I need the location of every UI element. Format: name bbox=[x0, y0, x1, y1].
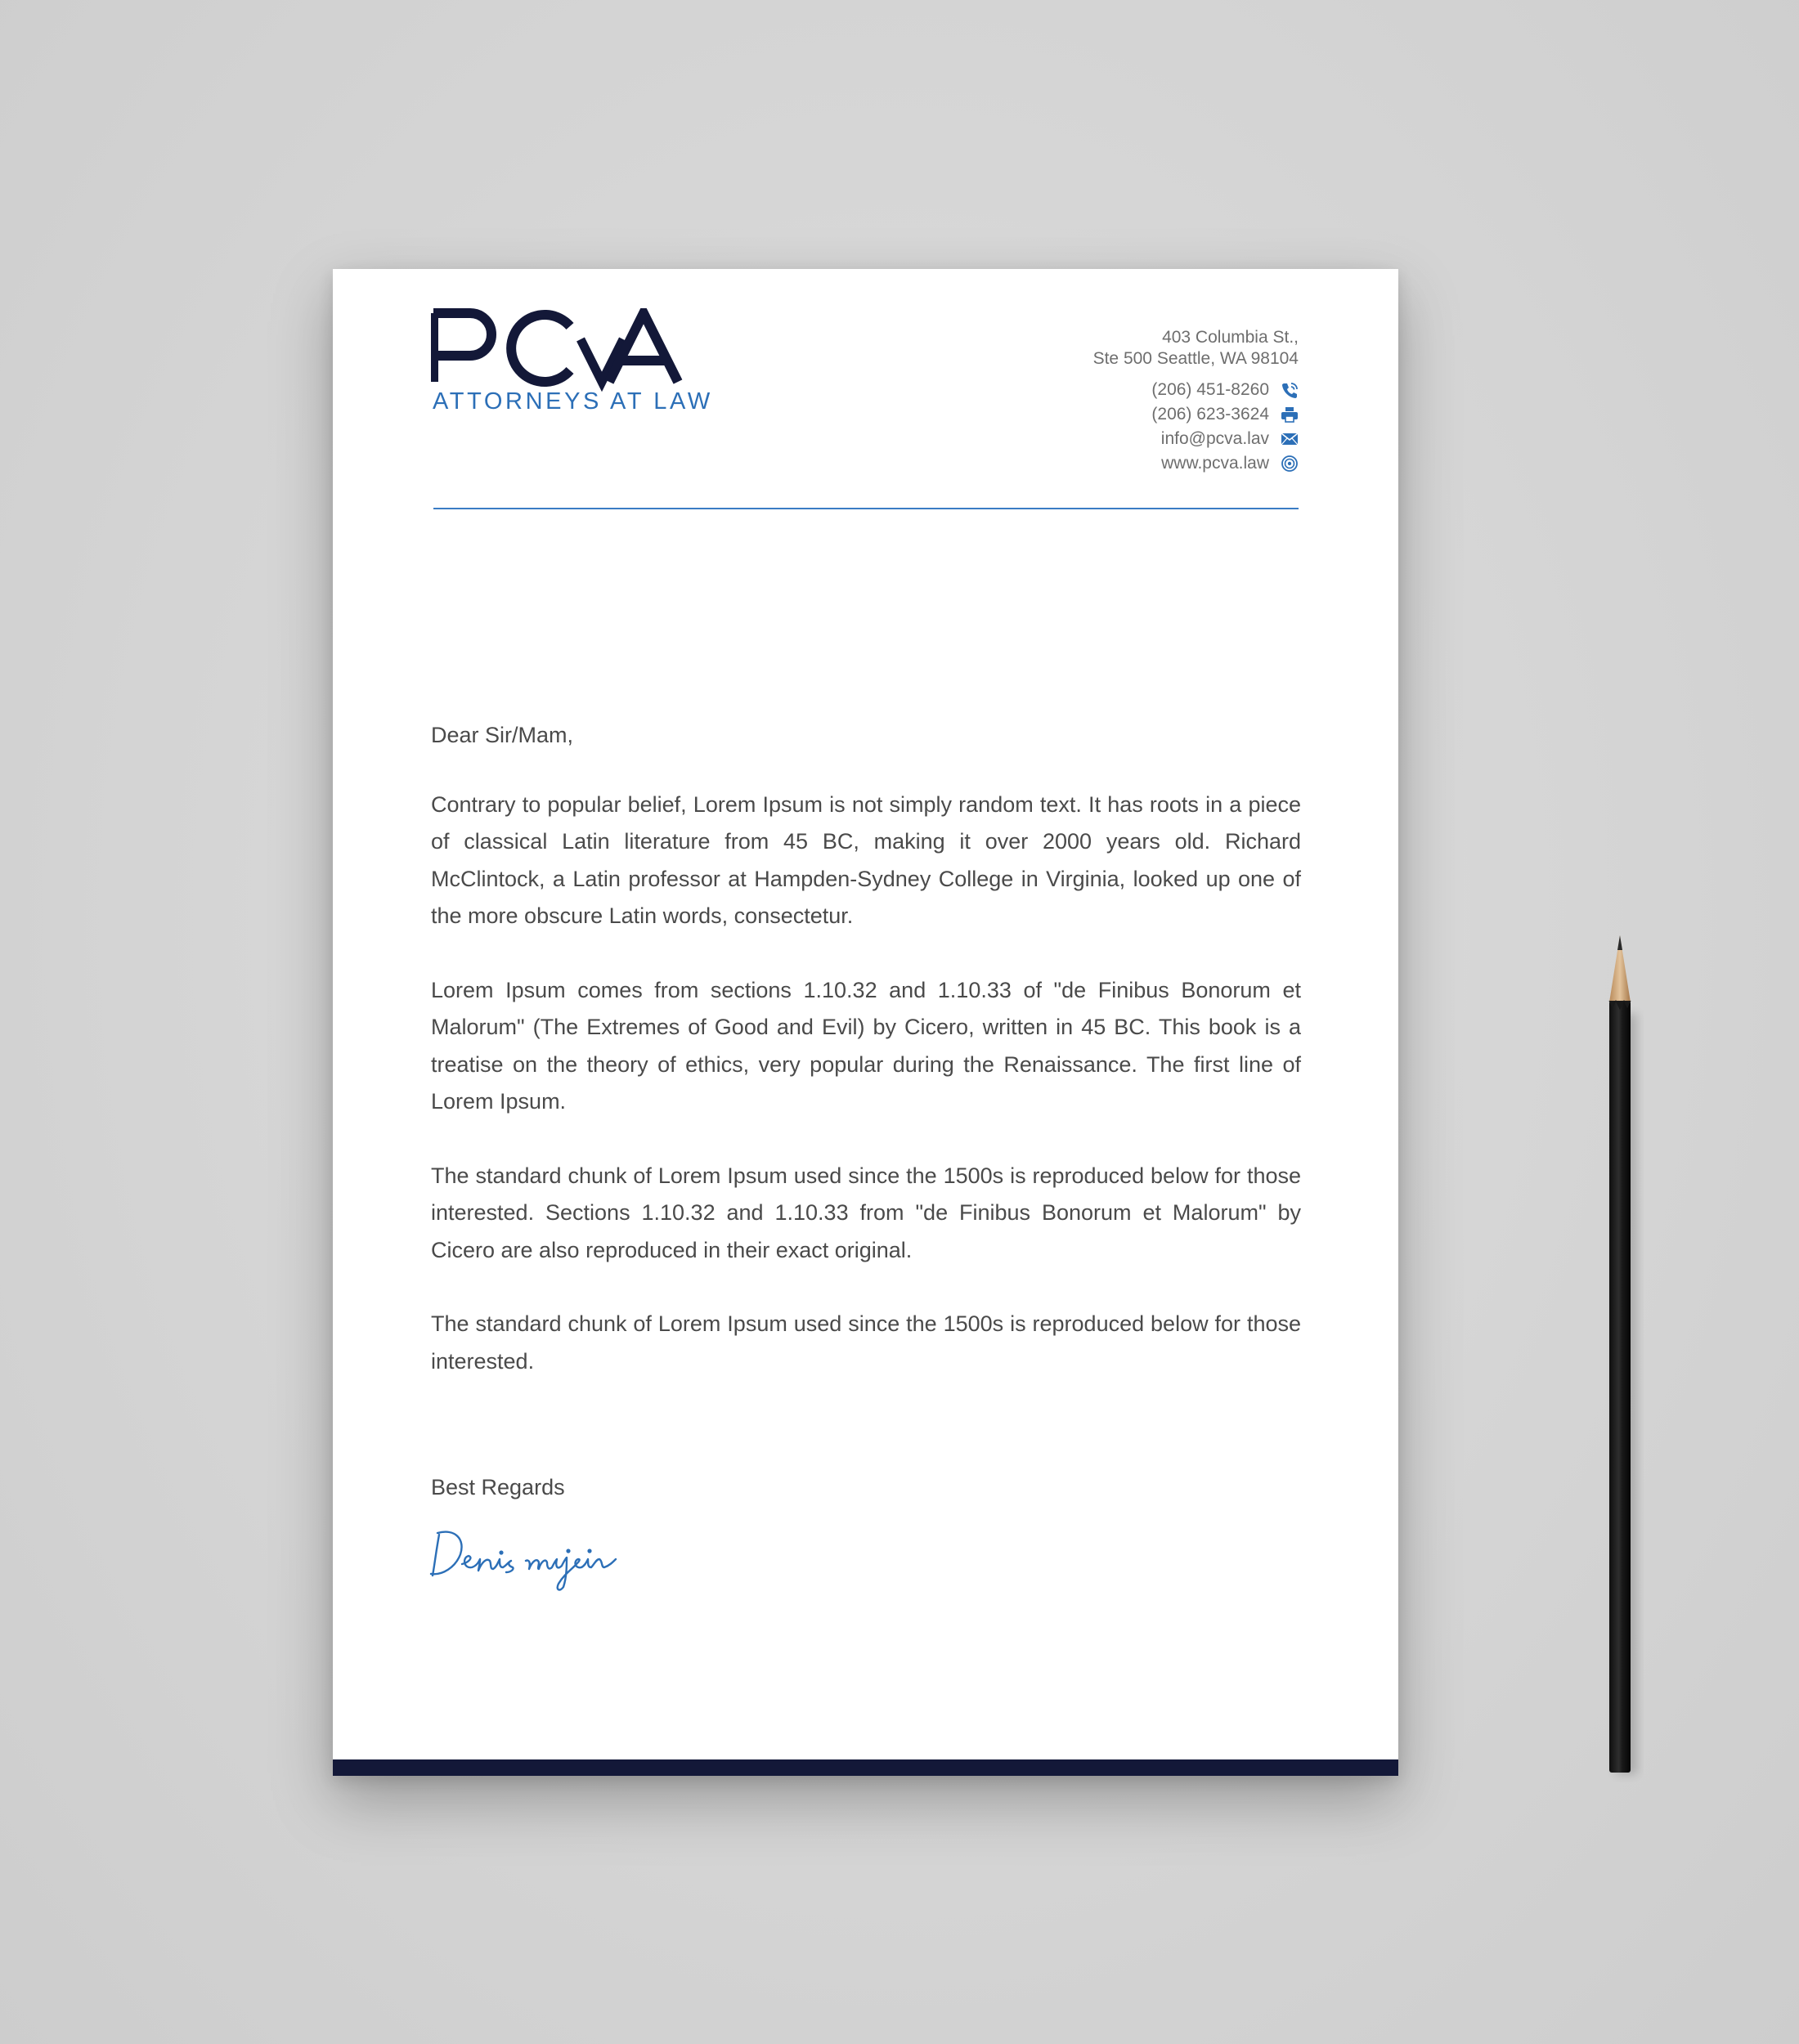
salutation: Dear Sir/Mam, bbox=[431, 723, 574, 747]
fax-number: (206) 623-3624 bbox=[1151, 405, 1269, 424]
fax-row bbox=[841, 402, 1299, 427]
closing: Best Regards bbox=[431, 1475, 565, 1499]
letter-body bbox=[431, 717, 1301, 1417]
paragraph-3: The standard chunk of Lorem Ipsum used since the 1500s is reproduced below for those interested. Sections 1.10.32 and 1.10.33 from "de Finibus Bonorum et Malorum" by Cicero are also reproduced in their exact original. bbox=[431, 1163, 1301, 1262]
website-url: www.pcva.law bbox=[1161, 454, 1269, 473]
pencil-image bbox=[1595, 932, 1644, 1782]
email-address: info@pcva.lav bbox=[1160, 429, 1269, 448]
letterhead-sheet bbox=[333, 269, 1398, 1776]
website-row bbox=[841, 451, 1299, 476]
address-line-2: Ste 500 Seattle, WA 98104 bbox=[1092, 349, 1299, 368]
pcva-logo bbox=[431, 308, 783, 423]
address-line-1: 403 Columbia St., bbox=[1162, 328, 1299, 347]
paragraph-2: Lorem Ipsum comes from sections 1.10.32 and 1.10.33 of "de Finibus Bonorum et Malorum" (The Extremes of Good and Evil) by Cicero, written in 45 BC. This book is a treatise on the theory of ethics, very popular during the Renaissance. The first line of Lorem Ipsum. bbox=[431, 977, 1301, 1114]
signature bbox=[428, 1512, 624, 1602]
phone-icon bbox=[1281, 381, 1299, 399]
phone-row bbox=[841, 378, 1299, 402]
logo-tagline: ATTORNEYS AT LAW bbox=[433, 388, 713, 415]
mail-icon bbox=[1281, 430, 1299, 448]
phone-number: (206) 451-8260 bbox=[1151, 380, 1269, 399]
printer-icon bbox=[1281, 406, 1299, 424]
paragraph-4: The standard chunk of Lorem Ipsum used since the 1500s is reproduced below for those interested. bbox=[431, 1311, 1301, 1374]
globe-icon bbox=[1281, 455, 1299, 473]
paragraph-1: Contrary to popular belief, Lorem Ipsum is not simply random text. It has roots in a piece of classical Latin literature from 45 BC, making it over 2000 years old. Richard McClintock, a Latin professor at Hampden-Sydney College in Virginia, looked up one of the more obscure Latin words, consectetur. bbox=[431, 791, 1301, 928]
contact-block bbox=[841, 327, 1299, 476]
header-divider bbox=[433, 508, 1299, 509]
footer-bar bbox=[333, 1759, 1398, 1776]
email-row bbox=[841, 427, 1299, 451]
